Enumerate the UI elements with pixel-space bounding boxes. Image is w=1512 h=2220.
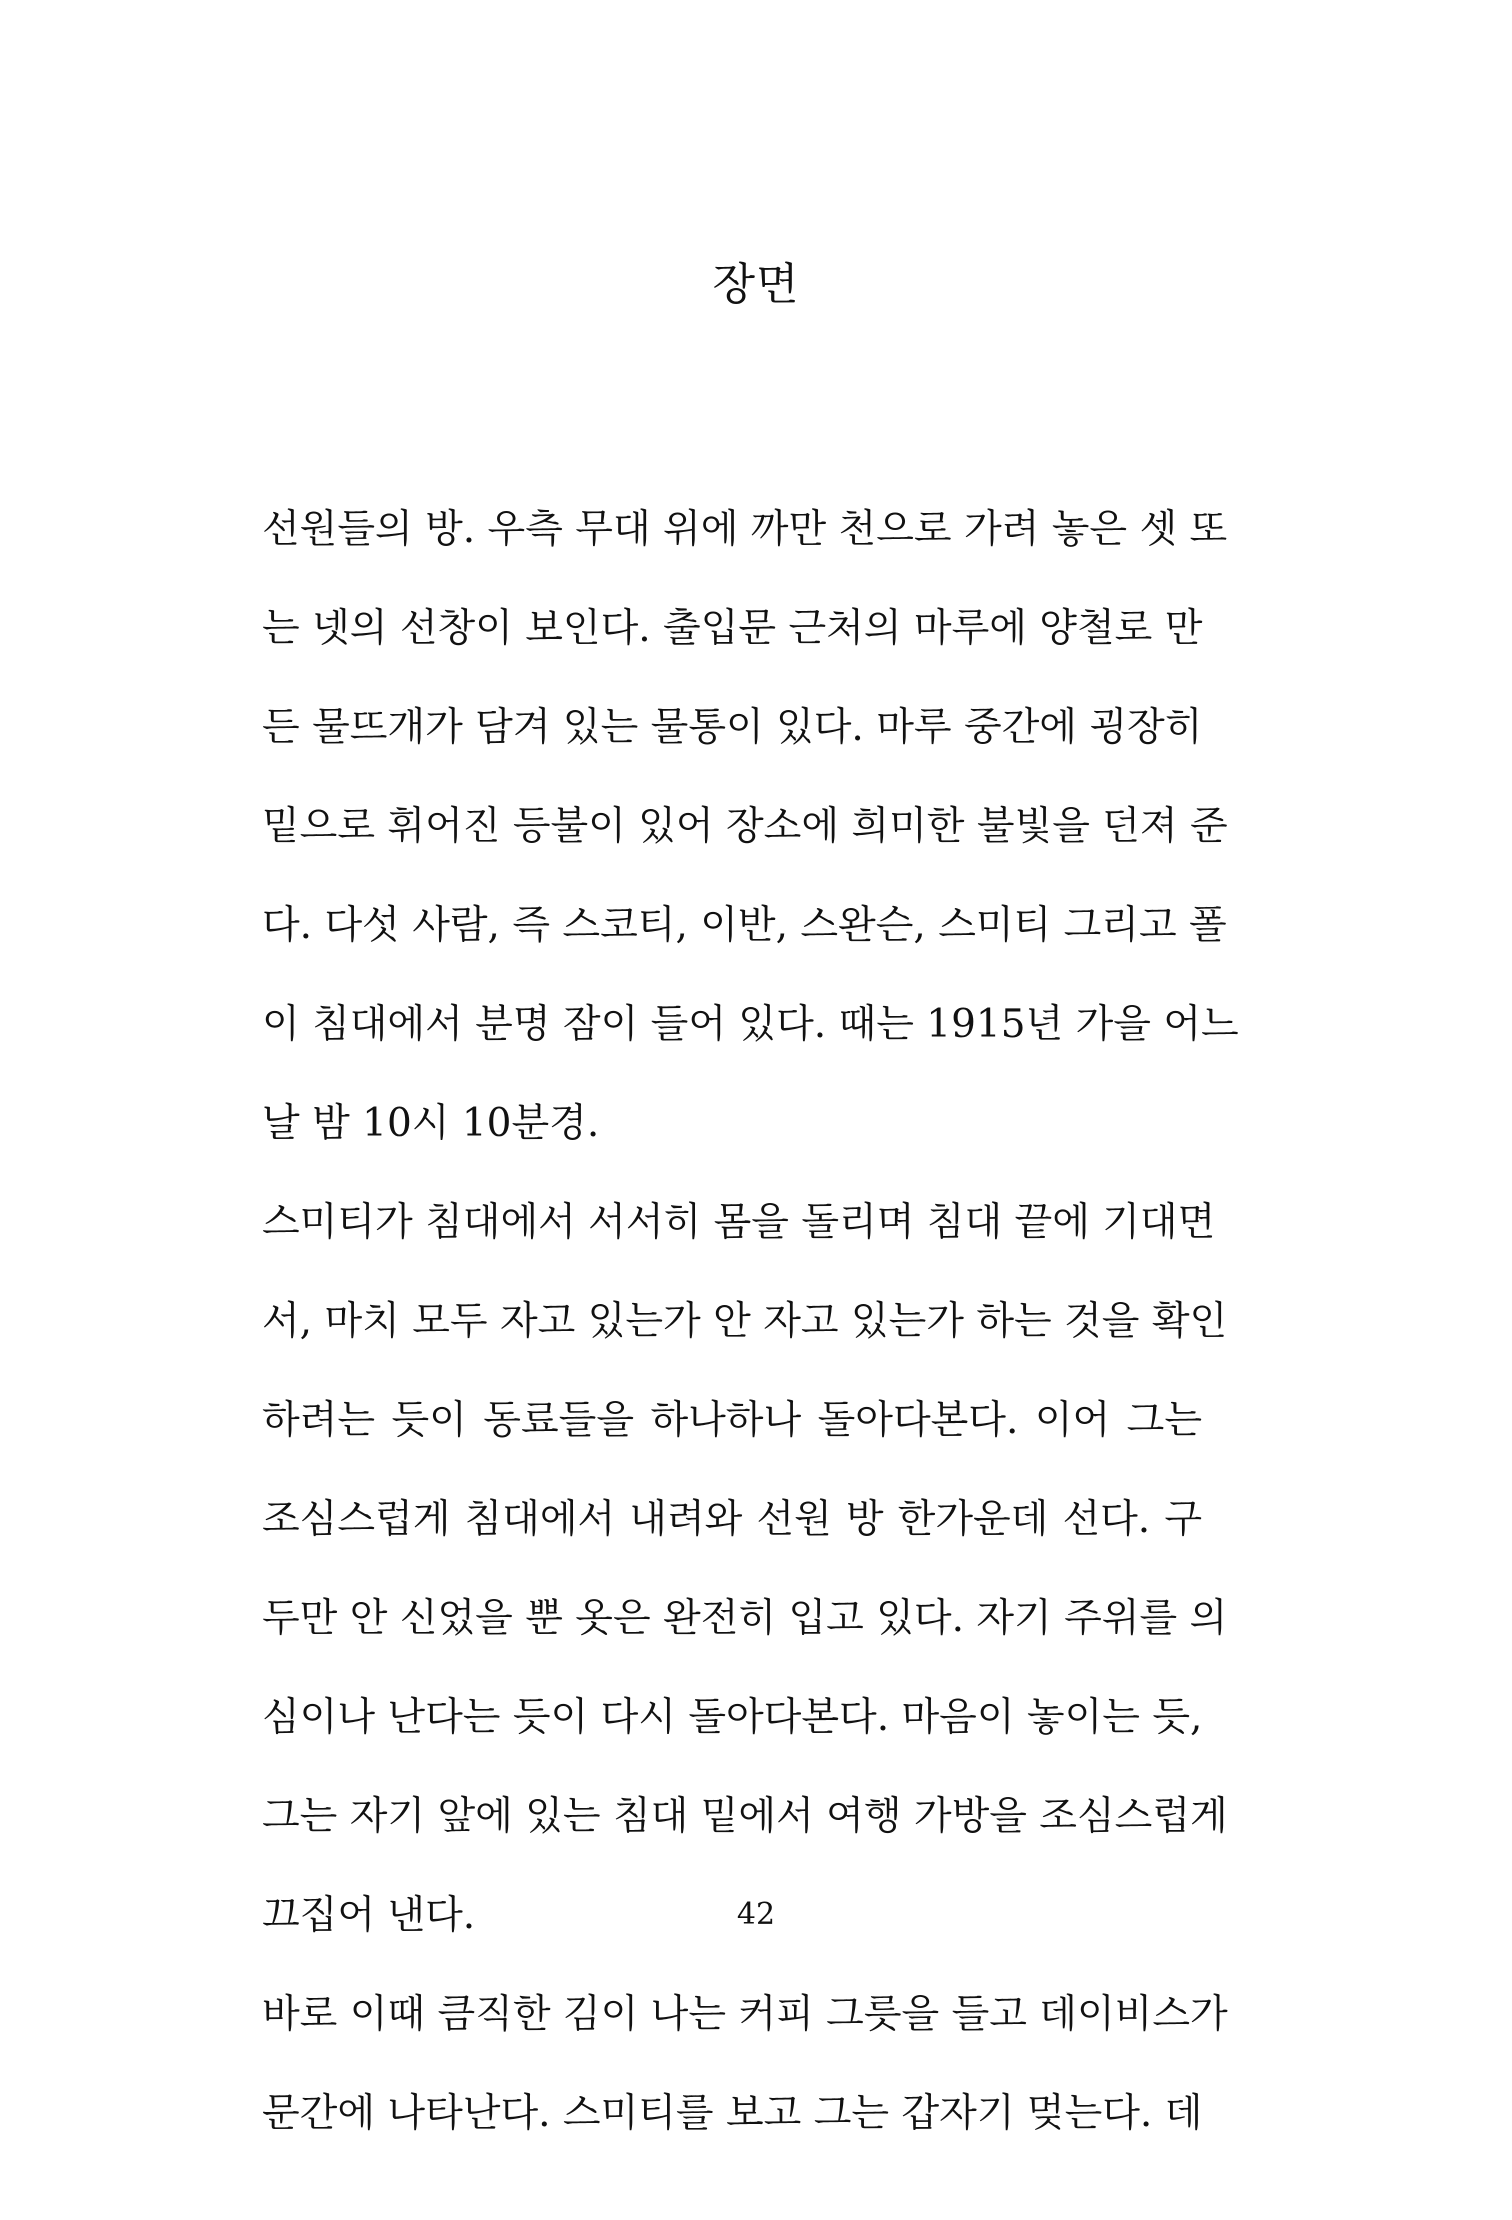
paragraph-stage-direction-smitty [262, 1181, 1228, 1973]
text-line: 바로 이때 큼직한 김이 나는 커피 그릇을 들고 데이비스가 [262, 1992, 1228, 2037]
text-line: 두만 안 신었을 뿐 옷은 완전히 입고 있다. 자기 주위를 의 [262, 1596, 1228, 1641]
text-line: 밑으로 휘어진 등불이 있어 장소에 희미한 불빛을 던져 준 [262, 804, 1228, 849]
text-line: 서, 마치 모두 자고 있는가 안 자고 있는가 하는 것을 확인 [262, 1299, 1228, 1344]
paragraph-stage-direction-davis [262, 1973, 1228, 2171]
text-line: 이 침대에서 분명 잠이 들어 있다. 때는 1915년 가을 어느 [262, 1002, 1239, 1047]
text-line: 선원들의 방. 우측 무대 위에 까만 천으로 가려 놓은 셋 또 [262, 507, 1228, 552]
scene-heading: 장면 [712, 259, 800, 310]
text-line: 하려는 듯이 동료들을 하나하나 돌아다본다. 이어 그는 [262, 1398, 1202, 1443]
page-number: 42 [736, 1897, 776, 1932]
text-line: 다. 다섯 사람, 즉 스코티, 이반, 스완슨, 스미티 그리고 폴 [262, 903, 1227, 948]
text-line: 날 밤 10시 10분경. [262, 1101, 600, 1146]
text-line: 든 물뜨개가 담겨 있는 물통이 있다. 마루 중간에 굉장히 [262, 705, 1203, 750]
text-line: 그는 자기 앞에 있는 침대 밑에서 여행 가방을 조심스럽게 [262, 1794, 1228, 1839]
text-line: 조심스럽게 침대에서 내려와 선원 방 한가운데 선다. 구 [262, 1497, 1202, 1542]
text-line: 는 넷의 선창이 보인다. 출입문 근처의 마루에 양철로 만 [262, 606, 1203, 651]
paragraph-stage-direction-setting [262, 488, 1239, 1181]
text-line: 스미티가 침대에서 서서히 몸을 돌리며 침대 끝에 기대면 [262, 1200, 1216, 1245]
text-line: 문간에 나타난다. 스미티를 보고 그는 갑자기 멎는다. 데 [262, 2091, 1203, 2136]
text-line: 심이나 난다는 듯이 다시 돌아다본다. 마음이 놓이는 듯, [262, 1695, 1203, 1740]
text-line: 끄집어 낸다. [262, 1893, 476, 1938]
